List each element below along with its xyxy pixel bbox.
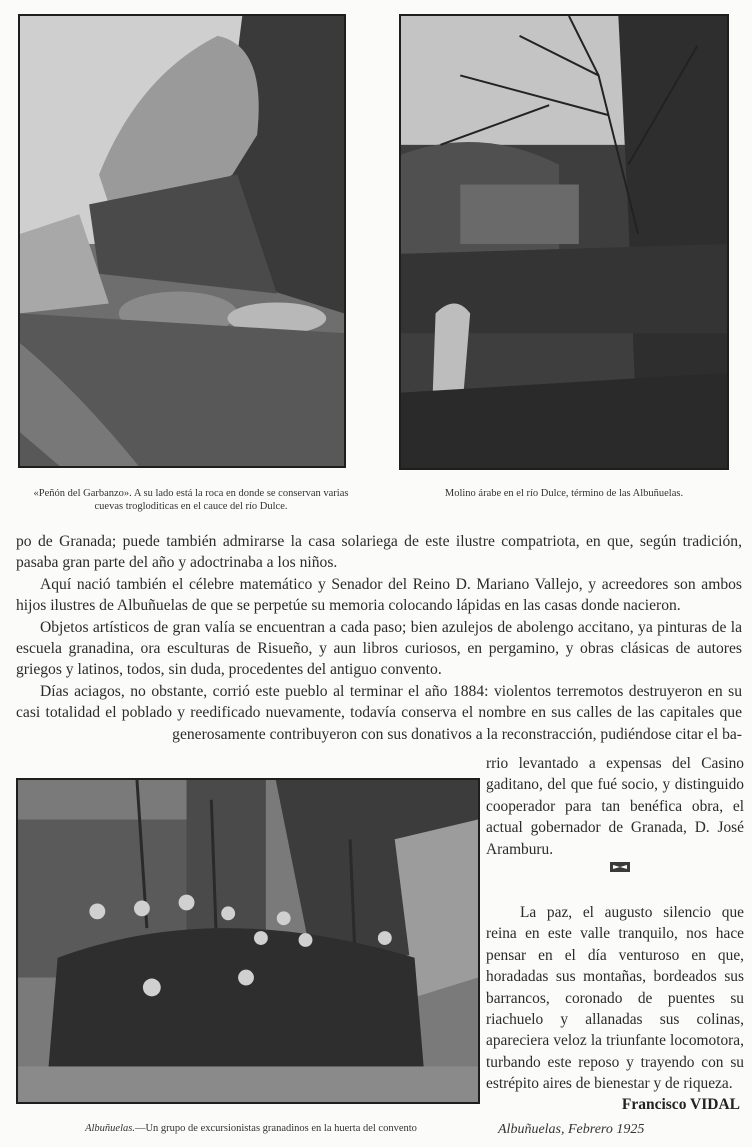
group-photo-image <box>18 780 478 1102</box>
caption-text: —Un grupo de excursionistas granadinos en la huerta del convento <box>134 1123 417 1134</box>
paragraph: po de Granada; puede también admirarse la casa solariega de este ilustre compatriota, en que, según tradición, pasaba gran parte del año y adoctrinaba a los niños. <box>16 533 742 572</box>
paragraph: La paz, el augusto silencio que reina en este valle tranquilo, nos hace pensar en el día venturoso en que, horadadas sus montañas, bordeados sus barrancos, coronado de puentes su riachuelo y allanadas sus colinas, apareciera veloz la triunfante locomotora, turbando este reposo y trayendo con su estrépito aires de bienestar y de riqueza. <box>486 904 744 1093</box>
caption-molino-arabe: Molino árabe en el río Dulce, término de las Albuñuelas. <box>444 488 684 499</box>
photo-penon-del-garbanzo <box>18 14 346 468</box>
paragraph: Objetos artísticos de gran valía se encuentran a cada paso; bien azulejos de abolengo accitano, ya pinturas de la escuela granadina, ora esculturas de Risueño, y aun libros curiosos, en pergamino, y obras clásicas de autores griegos y latinos, todos, sin duda, procedentes del antiguo convento. <box>16 618 742 679</box>
paragraph: Aquí nació también el célebre matemático y Senador del Reino D. Mariano Vallejo, y acreedores son ambos hijos ilustres de Albuñuelas de que se perpetúe su memoria colocando lápidas en las casas donde nacieron. <box>16 575 742 615</box>
caption-excursionistas <box>16 1122 486 1135</box>
paragraph: Días aciagos, no obstante, corrió este pueblo al terminar el año 1884: violentos terremotos destruyeron en su casi totalidad el poblado y reedificado nuevamente, todavía conserva el nombre en sus calles de las capitales que generosamente contribuyeron con sus donativos a la reconstracción, pudiéndose citar el ba- <box>16 682 742 743</box>
author-signature: Francisco VIDAL <box>621 1096 740 1113</box>
article-side-text <box>486 753 744 1095</box>
caption-penon-del-garbanzo: «Peñón del Garbanzo». A su lado está la roca en donde se conservan varias cuevas trogloditicas en el cauce del río Dulce. <box>33 488 349 512</box>
paragraph: rrio levantado a expensas del Casino gaditano, del que fué socio, y distinguido cooperador para tan benéfica obra, el actual gobernador de Granada, D. José Aramburu. <box>486 755 744 858</box>
dateline: Albuñuelas, Febrero 1925 <box>498 1122 645 1137</box>
article-main-text <box>16 531 742 745</box>
mill-photo-image <box>401 16 727 468</box>
section-ornament-icon <box>610 862 630 872</box>
photo-molino-arabe <box>399 14 729 470</box>
rock-photo-image <box>20 16 344 466</box>
photo-excursionistas <box>16 778 480 1104</box>
caption-place: Albuñuelas. <box>85 1123 135 1134</box>
